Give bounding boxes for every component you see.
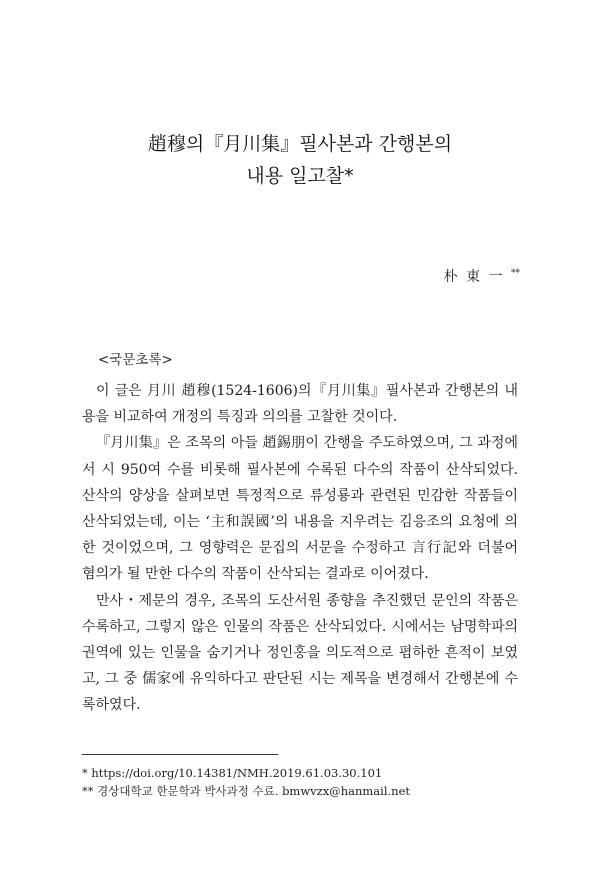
abstract-label: <국문초록> [98, 352, 173, 368]
footnote-divider [82, 754, 278, 755]
footnote-author-affiliation: ** 경상대학교 한문학과 박사과정 수료. bmwvzx@hanmail.net [82, 784, 410, 798]
paper-title [0, 128, 600, 192]
abstract-paragraph: 이 글은 月川 趙穆(1524-1606)의『月川集』필사본과 간행본의 내용을 비교하여 개정의 특징과 의의를 고찰한 것이다. [82, 383, 518, 426]
abstract-paragraph: 만사・제문의 경우, 조목의 도산서원 종향을 추진했던 문인의 작품은 수록하고, 그렇지 않은 인물의 작품은 산삭되었다. 시에서는 남명학파의 권역에 있는 인물을 숨기거나 정인홍을 의도적으로 폄하한 흔적이 보였고, 그 중 儒家에 유익하다고 판단된 시는 제목을 변경해서 간행본에 수록하였다. [82, 592, 518, 714]
abstract-paragraph: 『月川集』은 조목의 아들 趙錫朋이 간행을 주도하였으며, 그 과정에서 시 950여 수를 비롯해 필사본에 수록된 다수의 작품이 산삭되었다. 산삭의 양상을 살펴보면 특정적으로 류성룡과 관련된 민감한 작품들이 산삭되었는데, 이는 ‘主和誤國’의 내용을 지우려는 김응조의 요청에 의한 것이었으며, 그 영향력은 문집의 서문을 수정하고 言行記와 더불어 혐의가 될 만한 다수의 작품이 산삭되는 결과로 이어졌다. [82, 435, 518, 583]
author-footnote-mark: ** [511, 268, 520, 279]
abstract-body [82, 378, 518, 719]
author-name: 朴 東 一 [443, 269, 505, 285]
title-line-2: 내용 일고찰* [246, 165, 354, 187]
footnotes [82, 764, 522, 800]
footnote-doi: * https://doi.org/10.14381/NMH.2019.61.03.30.101 [82, 766, 383, 780]
title-line-1: 趙穆의『月川集』필사본과 간행본의 [147, 133, 453, 155]
author-byline [444, 266, 520, 286]
